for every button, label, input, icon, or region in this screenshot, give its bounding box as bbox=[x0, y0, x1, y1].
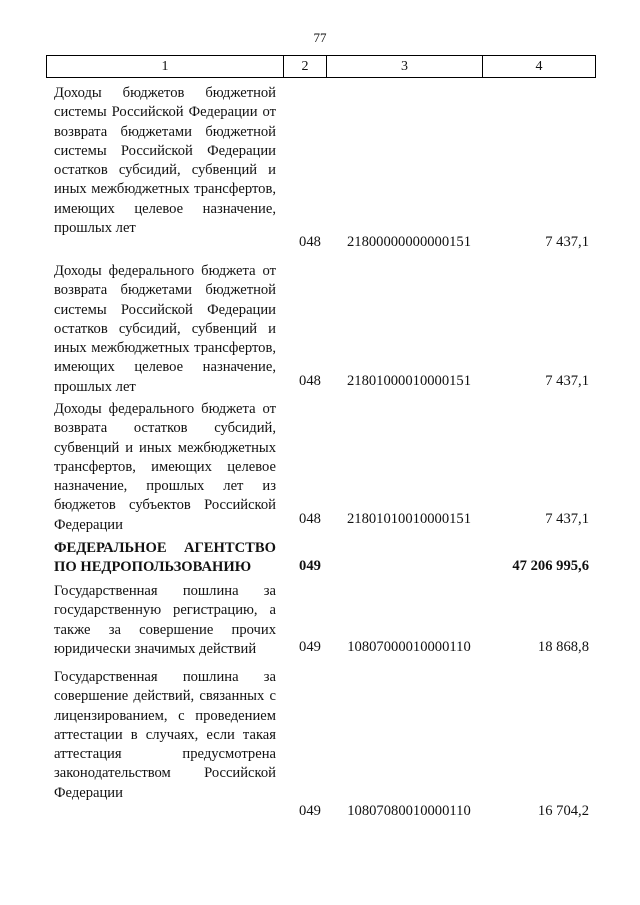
row-kbk: 21800000000000151 bbox=[346, 234, 472, 250]
row-kbk: 21801000010000151 bbox=[346, 373, 472, 389]
row-kbk: 10807000010000110 bbox=[347, 639, 471, 655]
row-sum: 16 704,2 bbox=[537, 803, 589, 819]
row-code: 048 bbox=[299, 234, 321, 250]
row-sum: 47 206 995,6 bbox=[512, 558, 589, 574]
column-header-table bbox=[46, 55, 596, 78]
row-kbk: 10807080010000110 bbox=[347, 803, 471, 819]
column-header-row bbox=[47, 56, 596, 78]
row-name: Государственная пошлина за совершение действий, связанных с лицензированием, с проведением аттестации в случаях, если такая аттестация предусмотрена законодательством Российской Федерации bbox=[54, 669, 276, 801]
row-name: Доходы бюджетов бюджетной системы Российской Федерации от возврата бюджетами бюджетной системы Российской Федерации остатков субсидий, субвенций и иных межбюджетных трансфертов, имеющих целевое назначение, прошлых лет bbox=[54, 85, 276, 237]
row-code: 048 bbox=[299, 373, 321, 389]
row-code: 048 bbox=[299, 511, 321, 527]
row-name: Государственная пошлина за государственную регистрацию, а также за совершение прочих юридически значимых действий bbox=[54, 583, 276, 657]
column-header-1: 1 bbox=[47, 56, 284, 78]
row-sum: 7 437,1 bbox=[545, 234, 589, 250]
row-code: 049 bbox=[299, 558, 321, 574]
page-number: 77 bbox=[313, 30, 327, 45]
column-header-2: 2 bbox=[284, 56, 327, 78]
column-header-4: 4 bbox=[483, 56, 596, 78]
row-sum: 7 437,1 bbox=[545, 373, 589, 389]
agency-heading: ФЕДЕРАЛЬНОЕ АГЕНТСТВО ПО НЕДРОПОЛЬЗОВАНИЮ bbox=[54, 540, 276, 576]
row-sum: 18 868,8 bbox=[537, 639, 589, 655]
row-name: Доходы федерального бюджета от возврата бюджетами бюджетной системы Российской Федерации остатков субсидий, субвенций и иных межбюджетных трансфертов, имеющих целевое назначение, прошлых лет bbox=[54, 263, 276, 395]
row-code: 049 bbox=[299, 639, 321, 655]
row-name: Доходы федерального бюджета от возврата остатков субсидий, субвенций и иных межбюджетных трансфертов, имеющих целевое назначение, прошлых лет из бюджетов субъектов Российской Федерации bbox=[54, 401, 276, 533]
row-kbk: 21801010010000151 bbox=[346, 511, 472, 527]
row-code: 049 bbox=[299, 803, 321, 819]
column-header-3: 3 bbox=[327, 56, 483, 78]
row-sum: 7 437,1 bbox=[545, 511, 589, 527]
